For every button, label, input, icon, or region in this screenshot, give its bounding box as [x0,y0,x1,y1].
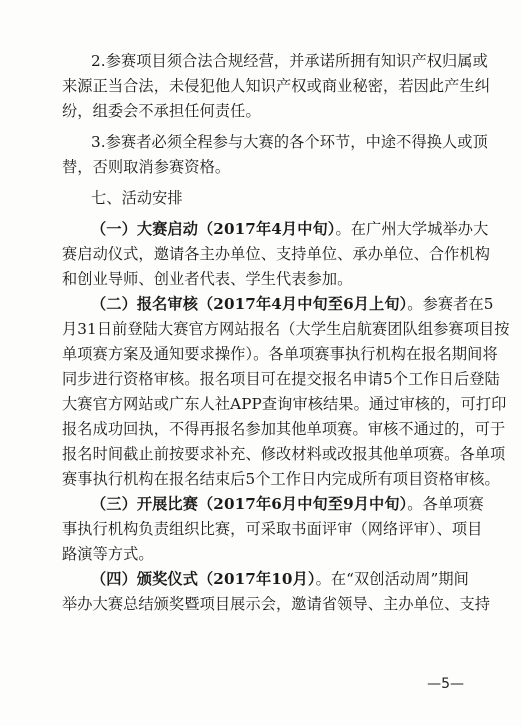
page-number: —5— [427,676,464,692]
stage-text: 。各单项赛 [407,495,484,513]
stage-heading: （三）开展比赛（2017年6月中旬至9月中旬） [91,495,408,513]
stage-launch [62,217,491,292]
text-line: 事执行机构负责组织比赛，可采取书面评审（网络评审）、项目 [62,520,483,538]
document-body [62,49,510,617]
text-line: 单项赛方案及通知要求操作）。各单项赛事执行机构在报名期间将 [62,345,498,363]
text-line: 2.参赛项目须合法合规经营，并承诺所拥有知识产权归属或 [91,52,488,70]
stage-heading: （二）报名审核（2017年4月中旬至6月上旬） [91,295,408,313]
text-line: 来源正当合法，未侵犯他人知识产权或商业秘密，若因此产生纠 [62,77,491,95]
stage-text: 。在广州大学城举办大 [335,220,489,238]
text-line: 路演等方式。 [62,545,154,563]
text-line: 报名时间截止前按要求补充、修改材料或改报其他单项赛。各单项 [62,445,506,463]
stage-heading: （一）大赛启动（2017年4月中旬） [91,220,336,238]
stage-awards [62,567,491,617]
paragraph-item-3 [62,130,488,180]
stage-first-line [62,567,469,592]
text-line: 报名成功回执，不得再报名参加其他单项赛。审核不通过的，可于 [62,420,506,438]
text-line: 大赛官方网站或广东人社APP查询审核结果。通过审核的，可打印 [62,395,507,413]
paragraph-item-2 [62,49,491,124]
section-heading: 七、活动安排 [91,189,183,207]
stage-first-line [62,292,494,317]
text-line: 月31日前登陆大赛官方网站报名（大学生启航赛团队组参赛项目按 [62,320,510,338]
text-line: 3.参赛者必须全程参与大赛的各个环节，中途不得换人或顶 [91,133,488,151]
text-line: 和创业导师、创业者代表、学生代表参加。 [62,270,353,288]
text-line: 赛启动仪式，邀请各主办单位、支持单位、承办单位、合作机构 [62,245,491,263]
text-line: 同步进行资格审核。报名项目可在提交报名申请5个工作日后登陆 [62,370,500,388]
stage-first-line [62,492,484,517]
stage-competition [62,492,484,567]
stage-text: 。参赛者在5 [407,295,494,313]
stage-first-line [62,217,489,242]
text-line: 替，否则取消参赛资格。 [62,158,231,176]
text-line: 举办大赛总结颁奖暨项目展示会，邀请省领导、主办单位、支持 [62,595,491,613]
stage-text: 。在“双创活动周”期间 [315,570,469,588]
text-line: 赛事执行机构在报名结束后5个工作日内完成所有项目资格审核。 [62,470,500,488]
stage-heading: （四）颁奖仪式（2017年10月） [91,570,316,588]
stage-registration [62,292,510,492]
text-line: 纷，组委会不承担任何责任。 [62,102,261,120]
